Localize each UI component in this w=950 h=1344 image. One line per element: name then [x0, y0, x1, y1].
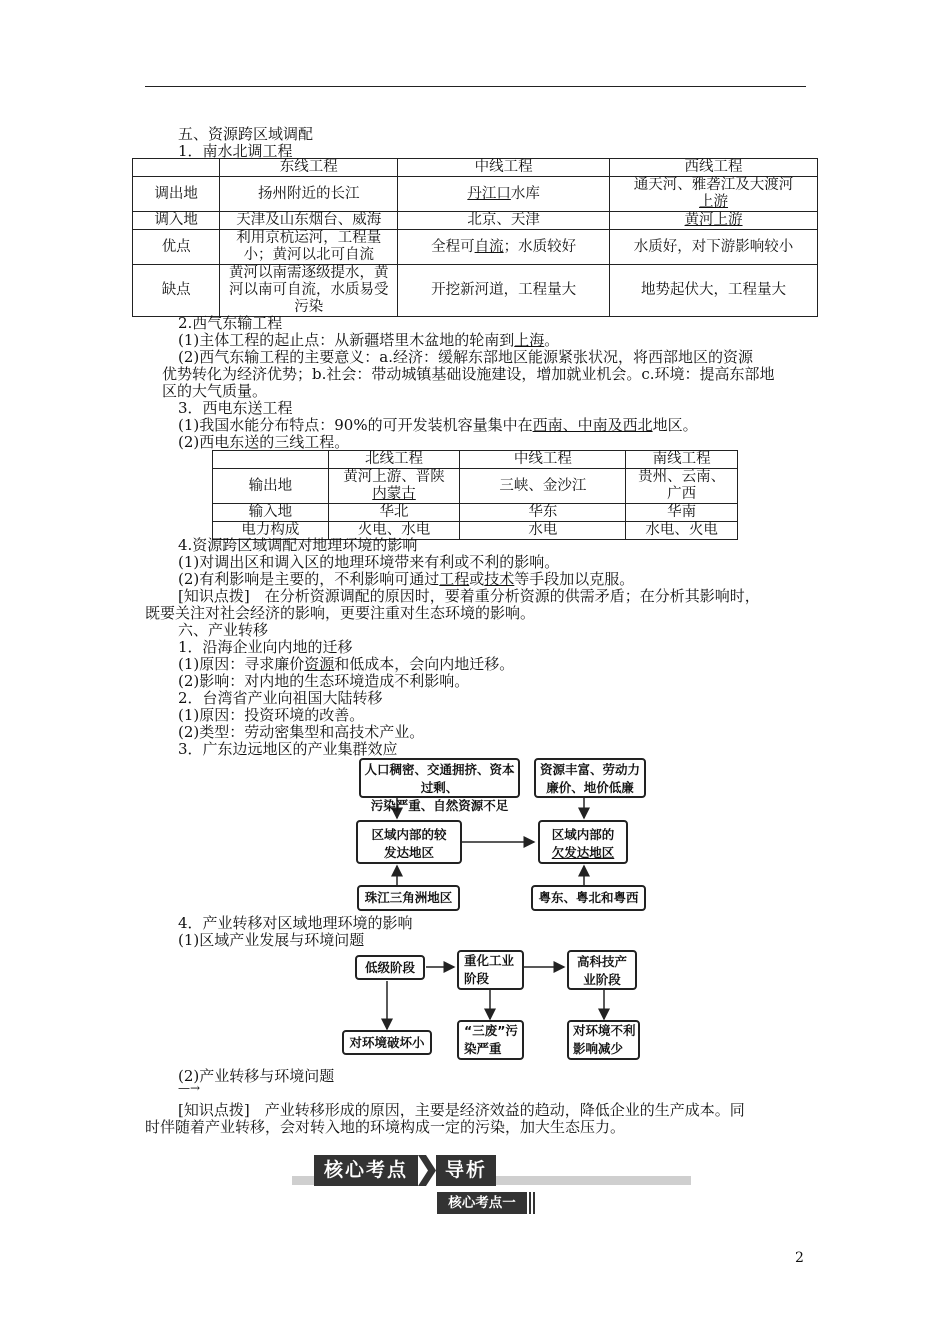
box-developed-problems	[359, 758, 520, 813]
paragraph	[178, 655, 514, 673]
box-text: 珠江三角洲地区	[364, 890, 453, 905]
box-high-tech-stage	[567, 950, 637, 990]
table-cell: 水质好，对下游影响较小	[610, 230, 818, 265]
cell-text: 河以南可自流，水质易受	[229, 282, 389, 298]
subsection-5-3: 3．西电东送工程	[178, 399, 293, 417]
row-label: 输出地	[213, 469, 329, 504]
table-cell: 三峡、金沙江	[460, 469, 626, 504]
underlined-answer: 西南、中南及西北	[532, 416, 653, 434]
table-header: 中线工程	[460, 451, 626, 469]
section-5-title: 五、资源跨区域调配	[178, 125, 314, 143]
table-cell: 开挖新河道，工程量大	[398, 265, 610, 317]
section-6-title: 六、产业转移	[178, 621, 269, 639]
cell-text: 全程可	[431, 238, 475, 255]
row-label: 输入地	[213, 504, 329, 522]
box-text: 业阶段	[583, 972, 621, 987]
paragraph: (1)对调出区和调入区的地理环境带来有利或不利的影响。	[178, 553, 560, 571]
box-text: 高科技产	[576, 954, 627, 969]
table-cell: 水电	[460, 522, 626, 540]
table-cell	[328, 469, 460, 504]
box-text: 影响减少	[573, 1041, 624, 1056]
box-text: 阶段	[464, 971, 490, 986]
text: (1)主体工程的起止点：从新疆塔里木盆地的轮南到	[178, 331, 515, 349]
table-cell: 华东	[460, 504, 626, 522]
paragraph: (2)产业转移与环境问题	[178, 1067, 335, 1085]
table-header: 东线工程	[220, 159, 398, 177]
dash-arrow: —→	[178, 1081, 201, 1095]
header-rule	[145, 86, 806, 87]
box-low-damage	[342, 1030, 432, 1055]
table-cell: 天津及山东烟台、威海	[220, 212, 398, 230]
box-three-wastes	[457, 1020, 524, 1060]
row-label: 调入地	[133, 212, 220, 230]
table-cell: 地势起伏大，工程量大	[610, 265, 818, 317]
south-north-water-table	[132, 158, 818, 317]
table-cell: 火电、水电	[328, 522, 460, 540]
text: 地区。	[652, 416, 698, 434]
box-text: 区域内部的	[551, 827, 615, 842]
table-cell: 华北	[328, 504, 460, 522]
banner-bar-right	[495, 1176, 691, 1185]
row-label: 优点	[133, 230, 220, 265]
knowledge-tip: 既要关注对社会经济的影响，更要注重对生态环境的影响。	[145, 604, 536, 622]
subsection-5-1: 1．南水北调工程	[178, 142, 293, 160]
box-heavy-industry-stage	[457, 950, 524, 990]
row-label: 调出地	[133, 177, 220, 212]
paragraph: (2)西电东送的三线工程。	[178, 433, 350, 451]
paragraph: (2)西气东输工程的主要意义：a.经济：缓解东部地区能源紧张状况，将西部地区的资源	[178, 348, 753, 366]
text: (1)我国水能分布特点：90%的可开发装机容量集中在	[178, 416, 533, 434]
knowledge-tip: [知识点拨] 在分析资源调配的原因时，要着重分析资源的供需矛盾；在分析其影响时，	[178, 587, 760, 605]
box-pearl-river-delta	[357, 885, 460, 911]
cell-text: 贵州、云南、	[638, 469, 726, 485]
banner-core-point-one: 核心考点一	[437, 1192, 527, 1214]
table-header: 中线工程	[398, 159, 610, 177]
subsection-6-1: 1．沿海企业向内地的迁移	[178, 638, 353, 656]
table-header-empty	[133, 159, 220, 177]
table-cell	[610, 212, 818, 230]
paragraph	[178, 331, 559, 349]
subsection-5-4: 4.资源跨区域调配对地理环境的影响	[178, 536, 418, 554]
table-cell: 扬州附近的长江	[220, 177, 398, 212]
cell-text: 通天河、雅砻江及大渡河	[633, 177, 794, 193]
banner-chevron-icon	[418, 1155, 436, 1186]
paragraph: 区的大气质量。	[162, 382, 268, 400]
cell-text: ；水质较好	[503, 238, 577, 255]
underlined-answer: 技术	[484, 570, 515, 588]
page-number: 2	[795, 1250, 804, 1266]
table-cell	[220, 230, 398, 265]
underlined-answer: 丹江口	[467, 185, 511, 202]
subsection-6-2: 2．台湾省产业向祖国大陆转移	[178, 689, 383, 707]
underlined-answer: 自流	[474, 238, 504, 255]
box-text: 对环境破坏小	[349, 1035, 425, 1050]
banner-core-points: 核心考点	[314, 1155, 418, 1186]
box-text: 人口稠密、交通拥挤、资本过剩、	[364, 762, 515, 795]
paragraph: (2)影响：对内地的生态环境造成不利影响。	[178, 672, 470, 690]
table-cell: 华南	[626, 504, 738, 522]
box-undeveloped-area	[538, 820, 628, 864]
table-cell: 北京、天津	[398, 212, 610, 230]
box-text: 发达地区	[383, 845, 434, 860]
cell-text: 污染	[294, 299, 324, 315]
subsection-6-3: 3．广东边远地区的产业集群效应	[178, 740, 398, 758]
table-cell	[626, 469, 738, 504]
box-text: 区域内部的较	[371, 827, 447, 842]
box-developed-area	[356, 820, 462, 864]
knowledge-tip: [知识点拨] 产业转移形成的原因，主要是经济效益的趋动，降低企业的生产成本。同	[178, 1101, 745, 1119]
box-reduced-impact	[567, 1020, 640, 1060]
paragraph	[178, 570, 634, 588]
paragraph: 优势转化为经济优势；b.社会：带动城镇基础设施建设，增加就业机会。c.环境：提高东部地	[162, 365, 775, 383]
paragraph: (2)类型：劳动密集型和高技术产业。	[178, 723, 425, 741]
text: 。	[544, 331, 560, 349]
cell-text: 水库	[510, 185, 540, 202]
table-cell	[398, 177, 610, 212]
underlined-answer: 内蒙古	[372, 486, 416, 502]
box-text: 污染严重、自然资源不足	[370, 798, 509, 813]
box-text: “三废”污	[464, 1023, 518, 1038]
box-text: 廉价、地价低廉	[546, 780, 634, 795]
subsection-5-2: 2.西气东输工程	[178, 314, 283, 332]
table-cell	[610, 177, 818, 212]
cell-text: 黄河以南需逐级提水，黄	[229, 265, 389, 281]
box-text: 染严重	[464, 1041, 502, 1056]
table-cell	[398, 230, 610, 265]
table-header-empty	[213, 451, 329, 469]
table-cell	[220, 265, 398, 317]
box-text: 粤东、粤北和粤西	[538, 890, 639, 905]
text: (1)原因：寻求廉价	[178, 655, 305, 673]
row-label: 缺点	[133, 265, 220, 317]
cell-text: 利用京杭运河，工程量	[236, 230, 382, 246]
table-header: 西线工程	[610, 159, 818, 177]
cell-text: 广西	[667, 486, 697, 502]
text: (2)有利影响是主要的，不利影响可通过	[178, 570, 440, 588]
underlined-answer: 上游	[699, 194, 729, 210]
banner-stripes	[529, 1192, 537, 1214]
table-cell: 水电、火电	[626, 522, 738, 540]
row-label: 电力构成	[213, 522, 329, 540]
underlined-answer: 黄河上游	[684, 212, 743, 228]
box-text: 低级阶段	[364, 960, 415, 975]
west-east-power-table	[212, 450, 738, 540]
underlined-answer: 资源	[304, 655, 335, 673]
underlined-answer: 上海	[514, 331, 545, 349]
box-text: 重化工业	[464, 953, 515, 968]
box-undeveloped-advantages	[534, 758, 646, 798]
banner-analysis: 导析	[436, 1155, 496, 1186]
cell-text: 黄河上游、晋陕	[343, 469, 445, 485]
box-text: 对环境不利	[573, 1023, 636, 1038]
box-text: 资源丰富、劳动力	[539, 762, 640, 777]
box-low-stage	[355, 955, 425, 980]
cell-text: 小；黄河以北可自流	[243, 247, 374, 263]
underlined-answer: 工程	[439, 570, 470, 588]
knowledge-tip: 时伴随着产业转移，会对转入地的环境构成一定的污染，加大生态压力。	[145, 1118, 626, 1136]
text: 或	[469, 570, 485, 588]
paragraph: (1)原因：投资环境的改善。	[178, 706, 365, 724]
subsection-6-4: 4．产业转移对区域地理环境的影响	[178, 914, 413, 932]
box-east-north-west-guangdong	[531, 885, 646, 911]
table-header: 南线工程	[626, 451, 738, 469]
underlined-answer: 欠发达地区	[551, 845, 615, 860]
paragraph: (1)区域产业发展与环境问题	[178, 931, 365, 949]
table-header: 北线工程	[328, 451, 460, 469]
text: 和低成本，会向内地迁移。	[334, 655, 515, 673]
text: 等手段加以克服。	[514, 570, 635, 588]
paragraph	[178, 416, 698, 434]
